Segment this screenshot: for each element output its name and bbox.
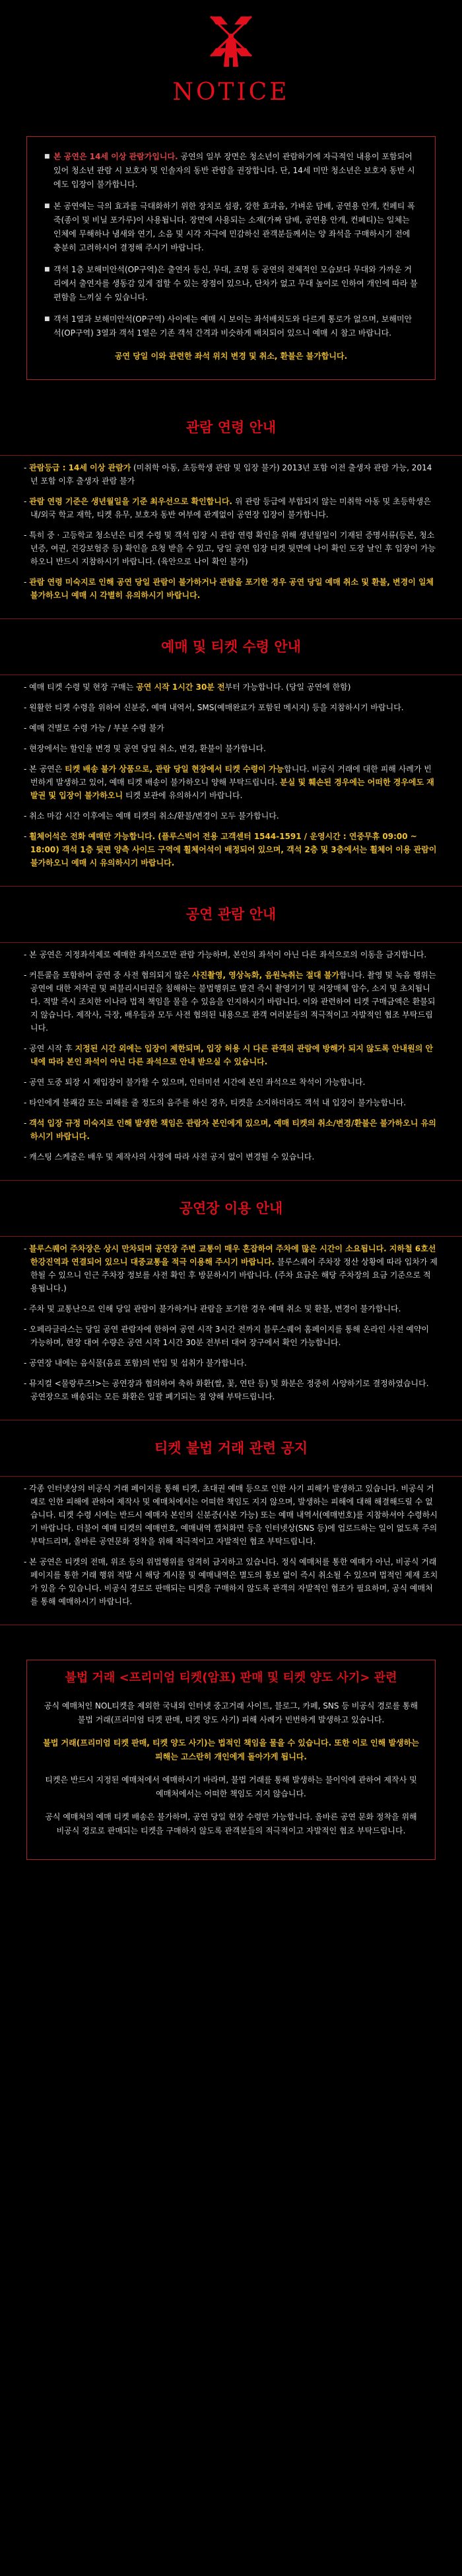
text-span: 원활한 티켓 수령을 위하여 신분증, 예매 내역서, SMS(예매완료가 포함된 메시지) 등을 지참하시기 바랍니다. [29,703,404,712]
section-item [24,495,438,521]
section-item [24,969,438,1035]
illegal-trade-p1: 공식 예매처인 NOL티켓을 제외한 국내외 인터넷 중고거래 사이트, 블로그, 카페, SNS 등 비공식 경로를 통해 불법 거래(프리미엄 티켓 판매, 티켓 양도 사기) 피해 사례가 빈번하게 발생하고 있습니다. [44,1701,418,1724]
section-item [24,1117,438,1143]
section-body [0,1236,462,1420]
text-span: 예매 티켓 수령 및 현장 구매는 [29,682,137,692]
section-list [24,681,438,869]
text-span: 예매 건별로 수령 가능 / 부분 수령 불가 [29,723,164,733]
text-span: 특히 중 · 고등학교 청소년은 티켓 수령 및 객석 입장 시 관람 연령 확인을 위해 생년월일이 기재된 증명서류(등본, 청소년증, 여권, 건강보험증 등) 확인을 요청 받을 수 있고, 당일 공연 입장 티켓 뒷면에 나이 확인 도장 날인 후 입장이 가능하오니 반드시 지참하시기 바랍니다. (육안으로 나이 확인 불가) [29,531,436,566]
text-span: 티켓 배송 불가 상품으로, 관람 당일 현장에서 티켓 수령이 가능 [65,764,284,774]
notice-warning: 공연 당일 이와 관련한 좌석 위치 변경 및 취소, 환불은 불가합니다. [114,351,348,361]
section-title: 관람 연령 안내 [185,420,277,435]
section-item [24,1356,438,1370]
text-span: 각종 인터넷상의 비공식 거래 페이지를 통해 티켓, 초대권 예매 등으로 인한 사기 피해가 발생하고 있습니다. 비공식 거래로 인한 피해에 관하여 제작사 및 예매처에서는 어떠한 책임도 지지 않으며, 발생하는 피해에 대해 해결해드릴 수 없습니다. 티켓 수령 시에는 반드시 예매자 본인의 신분증(사본 가능) 또는 예매 내역서(예매번호)를 지참하셔야 수령하시기 바랍니다. 더불어 예매 티켓의 예매번호, 예매내역 캡처화면 등을 인터넷상(SNS 등)에 업로드하는 일이 없도록 주의 부탁드리며, 올바른 공연문화 정착을 위해 적극적이고 자발적인 협조 부탁드립니다. [29,1484,438,1546]
text-span: 캐스팅 스케줄은 배우 및 제작사의 사정에 따라 사전 공지 없이 변경될 수 있습니다. [29,1152,315,1161]
text-span: 합니다. 촬영 및 녹음 행위는 공연에 대한 저작권 및 퍼블리시티권을 침해하는 불법행위로 발견 즉시 촬영기기 및 저장매체 압수, 소지 및 초치됩니다. 적발 즉시 조치한 이나라 법적 책임을 물을 수 있음을 인지하시기 바랍니다. 이와 관련하여 티켓 구매금액은 환불되지 않습니다. 제작사, 극장, 배우들과 모두 사전 협의된 내용으로 관객 여러분들의 적극적이고 자발적인 협조 부탁드립니다. [30,971,436,1033]
text-span: 본 공연은 14세 이상 관람가입니다. [53,152,178,161]
text-span: 공연 시작 후 [29,1044,75,1053]
section-item [24,701,438,714]
text-span: 객석 1층 보해미안석(OP구역)은 출연자 등신, 무대, 조명 등 공연의 전체적인 모습보다 무대와 가까운 거리에서 출연자를 생동감 있게 접할 수 있는 장점이 있으나, 단차가 없고 무대 높이로 인하여 개인에 따라 불편함을 느끼실 수 있습니다. [53,265,418,302]
notice-item [44,200,418,255]
illegal-trade-p2: 불법 거래(프리미엄 티켓 판매, 티켓 양도 사기)는 법적인 책임을 물을 수 있습니다. 또한 이로 인해 발생하는 피해는 고스란히 개인에게 돌아가게 됩니다. [43,1738,419,1761]
section-item [24,721,438,735]
section-item [24,1096,438,1109]
section-item [24,575,438,602]
section-title: 공연 관람 안내 [185,906,277,922]
section-item [24,529,438,568]
text-span: 티켓 보관에 유의하시기 바랍니다. [123,791,243,800]
notice-item [44,263,418,305]
notice-list [44,150,418,340]
text-span: 사진촬영, 영상녹화, 음원녹취는 절대 불가 [192,971,340,980]
section-item [24,1042,438,1068]
text-span: 현장에서는 할인율 변경 및 공연 당일 취소, 변경, 환불이 불가합니다. [29,744,266,753]
windmill-icon [201,10,261,69]
section-body [0,675,462,887]
section-title: 예매 및 티켓 수령 안내 [161,639,301,655]
section-item [24,1323,438,1349]
illegal-trade-p4: 공식 예매처의 예매 티켓 배송은 불가하며, 공연 당일 현장 수령만 가능합니다. 올바른 공연 문화 정착을 위해 비공식 경로로 판매되는 티켓을 구매하지 않도록 관객분들의 적극적이고 자발적인 협조 부탁드립니다. [45,1812,417,1835]
text-span: 관람 연령 미숙지로 인해 공연 당일 관람이 불가하거나 관람을 포기한 경우 공연 당일 예매 취소 및 환불, 변경이 일체 불가하오니 예매 시 각별히 유의하시기 바랍니다. [29,577,434,600]
text-span: 합니다. 비공식 거래에 대한 피해 사례가 빈번하게 발생하고 있어, 예매 티켓 배송이 불가하오니 양해 부탁드립니다. [30,764,432,787]
text-span: 공연 도중 퇴장 시 재입장이 불가할 수 있으며, 인터미션 시간에 본인 좌석으로 착석이 가능합니다. [29,1078,366,1087]
text-span: 본 공연은 [29,764,65,774]
section-item [24,1555,438,1608]
section-item [24,809,438,823]
section-list [24,461,438,602]
section-list [24,1482,438,1608]
text-span: 분실 및 훼손된 경우에는 어떠한 경우에도 재발권 및 입장이 불가하오니 [30,778,434,800]
text-span: 취소 마감 시간 이후에는 예매 티켓의 취소/환불/변경이 모두 불가합니다. [29,811,279,821]
section-item [24,1150,438,1163]
text-span: 객석 입장 규정 미숙지로 인해 발생한 책임은 관람자 본인에게 있으며, 예매 티켓의 취소/변경/환불은 불가하오니 유의하시기 바랍니다. [29,1119,436,1141]
logo [0,0,462,71]
section-item [24,762,438,802]
text-span: (미취학 아동, 초등학생 관람 및 입장 불가) 2013년 포함 이전 출생자 관람 가능, 2014년 포함 이후 출생자 관람 불가 [30,463,432,486]
section-item [24,1076,438,1089]
illegal-trade-title: 불법 거래 <프리미엄 티켓(암표) 판매 및 티켓 양도 사기> 관련 [65,1671,397,1685]
text-span: 뮤지컬 <물랑루즈!>는 공연장과 협의하여 축하 화환(쌀, 꽃, 연탄 등) 및 화분은 정중히 사양하기로 결정하였습니다. 공연장으로 배송되는 모든 화환은 일괄 폐기되는 점 양해 부탁드립니다. [29,1379,429,1401]
section-item [24,948,438,961]
text-span: 블루스퀘어 주차장 정산 상황에 따라 입차가 제한될 수 있으니 인근 주차장 정보를 사전 확인 후 방문하시기 바랍니다. (주차 요금은 해당 주차장의 요금 기준으로 적용됩니다.) [30,1257,438,1293]
text-span: 오페라글라스는 당일 공연 관람자에 한하여 공연 시작 3시간 전까지 블루스퀘어 홈페이지를 통해 온라인 사전 예약이 가능하며, 현장 대여 수량은 공연 시작 1시간 30분 전부터 대여 장구에서 확인 가능합니다. [29,1325,430,1347]
text-span: 객석 1열과 보해미안석(OP구역) 사이에는 예매 시 보이는 좌석배치도와 다르게 통로가 없으며, 보해미안석(OP구역) 3열과 객석 1열은 기존 객석 간격과 비슷하게 배치되어 있으니 예매 시 참고 바랍니다. [53,314,412,338]
text-span: 공연의 일부 장면은 청소년이 관람하기에 자극적인 내용이 포함되어 있어 청소년 관람 시 보호자 및 인솔자의 동반 관람을 권장합니다. 단, 14세 미만 청소년은 보호자 동반 시에도 입장이 불가합니다. [53,152,415,189]
text-span: 위 관람 등급에 부합되지 않는 미취학 아동 및 초등학생은 내/외국 학교 재학, 티켓 유무, 보호자 동반 여부에 관계없이 공연장 입장이 불가합니다. [30,497,431,519]
section-item [24,1377,438,1403]
section-list [24,948,438,1163]
text-span: 부터 가능합니다. (당일 공연에 한함) [224,682,351,692]
notice-item [44,313,418,340]
section-title: 티켓 불법 거래 관련 공지 [154,1440,308,1456]
notice-box [26,136,436,380]
notice-item [44,150,418,192]
section-body [0,455,462,619]
text-span: 본 공연은 티켓의 전매, 위조 등의 위법행위를 엄격히 금지하고 있습니다. 정식 예매처를 통한 예매가 아닌, 비공식 거래 페이지를 통한 거래 행위 적발 시 해당 게시물 및 예매내역은 별도의 통보 없이 즉시 취소될 수 있으며 법적인 제재 조치가 있을 수 있습니다. 비공식 경로로 판매되는 티켓을 구매하지 않도록 관객의 자발적인 협조가 필요하며, 공식 예매처를 통해 예매하시기 바랍니다. [29,1557,438,1606]
section-item [24,830,438,869]
section-item [24,742,438,755]
section-body [0,942,462,1181]
text-span: 공연 시작 1시간 30분 전 [136,682,225,692]
page-title: NOTICE [172,79,290,106]
section-item [24,461,438,488]
text-span: 주차 및 교통난으로 인해 당일 관람이 불가하거나 관람을 포기한 경우 예매 취소 및 환불, 변경이 불가합니다. [29,1304,401,1313]
text-span: 블루스퀘어 주차장은 상시 만차되며 공연장 주변 교통이 매우 혼잡하여 주차에 많은 시간이 소요됩니다. 지하철 6호선 한강진역과 연결되어 있으니 대중교통을 적극 이용해 주시기 바랍니다. [29,1244,436,1267]
illegal-trade-box [26,1660,436,1860]
section-title: 공연장 이용 안내 [179,1200,283,1216]
section-item [24,1302,438,1315]
section-item [24,1242,438,1295]
text-span: 커튼콜을 포함하여 공연 중 사전 협의되지 않은 [29,971,193,980]
illegal-trade-p3: 티켓은 반드시 지정된 예매처에서 예매하시기 바라며, 불법 거래를 통해 발생하는 불이익에 관하여 제작사 및 예매처에서는 어떠한 책임도 지지 않습니다. [45,1775,417,1798]
text-span: 본 공연에는 극의 효과를 극대화하기 위한 장치로 섬광, 강한 효과음, 가벼운 담배, 공연용 안개, 컨페티 폭죽(종이 및 비닐 포가루)이 사용됩니다. 장면에 사용되는 소재(가짜 담배, 공연용 안개, 컨페티)는 일체는 인체에 무해하나 냄새와 연기, 소음 및 시각 자극에 민감하신 관객분들께서는 양 좌석을 구매하시기 전에 충분히 고려하시어 결정해 주시기 바랍니다. [53,202,415,252]
text-span: 관람 연령 기준은 생년월일을 기준 최우선으로 확인합니다. [29,497,232,506]
section-list [24,1242,438,1403]
text-span: 지정된 시간 외에는 입장이 제한되며, 입장 허용 시 다른 관객의 관람에 방해가 되지 않도록 안내원의 안내에 따라 본인 좌석이 아닌 다른 좌석으로 안내 받으실 수 있습니다. [30,1044,434,1066]
text-span: 휠체어석은 전화 예매만 가능합니다. (플루스빅어 전용 고객센터 1544-1591 / 운영시간 : 연중무휴 09:00 ~ 18:00) 객석 1층 뒷편 양측 사이드 구역에 휠체어석이 배정되어 있으며, 객석 2층 및 3층에서는 휠체어 이용 관람이 불가하오니 예매 시 유의하시기 바랍니다. [29,832,437,867]
section-item [24,1482,438,1548]
section-body [0,1476,462,1625]
section-item [24,681,438,694]
text-span: 본 공연은 지정좌석제로 예매한 좌석으로만 관람 가능하며, 본인의 좌석이 아닌 다른 좌석으로의 이동을 금지합니다. [29,950,427,959]
sections [0,400,462,1625]
text-span: 공연장 내에는 음식물(음료 포함)의 반입 및 섭취가 불가합니다. [29,1358,247,1368]
text-span: 관람등급 : 14세 이상 관람가 [29,463,131,472]
text-span: 타인에게 불쾌감 또는 피해를 줄 정도의 음주를 하신 경우, 티켓을 소지하더라도 객석 내 입장이 불가능합니다. [29,1098,407,1107]
